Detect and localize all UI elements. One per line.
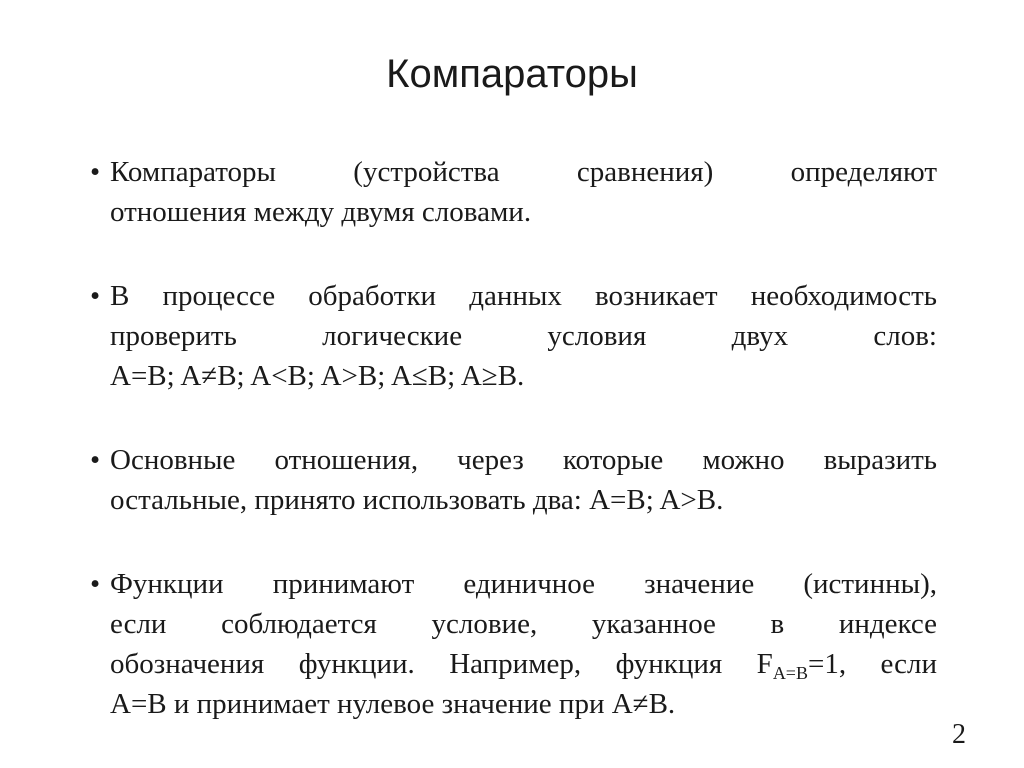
bullet-1-line-2: отношения между двумя словами. — [110, 196, 532, 228]
bullet-list — [92, 152, 937, 768]
bullet-4-formula-line — [110, 644, 937, 684]
slide-title: Компараторы — [386, 52, 638, 96]
bullet-item-4 — [92, 564, 937, 724]
bullet-3-line-2: остальные, принято использовать два: A=B; A>B. — [110, 484, 724, 516]
bullet-item-3 — [92, 440, 937, 520]
bullet-3-line-1: Основные отношения, через которые можно выразить — [110, 444, 937, 476]
bullet-4-line-2: если соблюдается условие, указанное в индексе — [110, 608, 937, 640]
bullet-marker: • — [90, 444, 101, 476]
bullet-1-line-1: Компараторы (устройства сравнения) определяют — [110, 156, 937, 188]
bullet-marker: • — [90, 568, 101, 600]
bullet-2-line-1: В процессе обработки данных возникает необходимость — [110, 280, 937, 312]
bullet-item-2 — [92, 276, 937, 396]
bullet-item-1 — [92, 152, 937, 232]
bullet-4-line-1: Функции принимают единичное значение (истинны), — [110, 568, 937, 600]
bullet-4-line-4: A=B и принимает нулевое значение при A≠B. — [110, 688, 676, 720]
formula-text-after: =1, если — [807, 648, 938, 680]
bullet-2-line-3: A=B; A≠B; A<B; A>B; A≤B; A≥B. — [110, 360, 525, 392]
formula-text-before: обозначения функции. Например, функция F — [110, 648, 773, 680]
formula-subscript: A=B — [772, 663, 808, 683]
bullet-marker: • — [90, 280, 101, 312]
page-number: 2 — [952, 719, 966, 750]
bullet-2-line-2: проверить логические условия двух слов: — [110, 320, 937, 352]
bullet-marker: • — [90, 156, 101, 188]
